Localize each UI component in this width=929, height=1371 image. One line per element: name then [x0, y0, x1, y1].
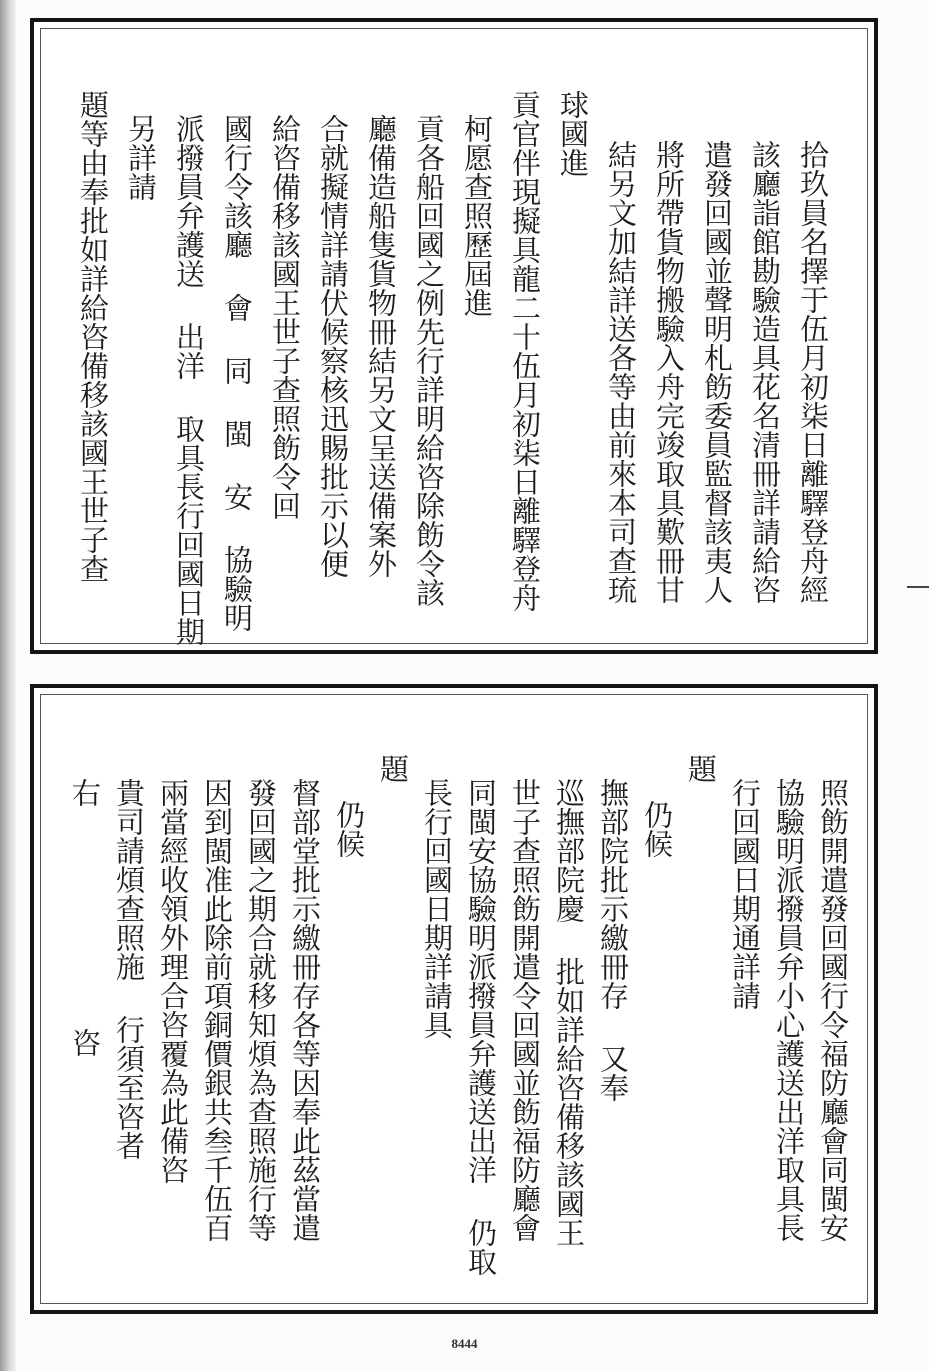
bottom-column-10: 長行回國日期詳請具 [420, 778, 454, 1039]
top-column-11: 合就擬情詳請伏候察核迅賜批示以便 [316, 114, 350, 578]
edge-mark [907, 586, 929, 588]
top-document-panel [30, 18, 878, 654]
bottom-column-13: 督部堂批示繳冊存各等因奉此茲當遣 [288, 778, 322, 1242]
top-column-7: 貢官伴現擬具龍二十伍月初柒日離驛登舟 [508, 90, 542, 612]
bottom-column-6: 撫部院批示繳冊存 又奉 [596, 778, 630, 1102]
bottom-column-16: 兩當經收領外理合咨覆為此備咨 [156, 778, 190, 1184]
bottom-column-18: 右 [68, 778, 102, 807]
bottom-column-4: 題 [684, 754, 718, 783]
bottom-column-19: 咨 [68, 1028, 102, 1057]
top-text-columns [34, 22, 874, 650]
top-column-2: 該廳詣館勘驗造具花名清冊詳請給咨 [748, 140, 782, 604]
bottom-column-9: 同閩安協驗明派撥員弁護送出洋 仍取 [464, 778, 498, 1276]
top-column-16: 題等由奉批如詳給咨備移該國王世子查 [76, 90, 110, 583]
top-column-15: 另詳請 [124, 114, 158, 201]
bottom-text-columns [34, 688, 874, 1310]
bottom-column-11: 題 [376, 754, 410, 783]
top-column-12: 給咨備移該國王世子查照飭令回 [268, 114, 302, 520]
top-column-9: 貢各船回國之例先行詳明給咨除飭令該 [412, 114, 446, 607]
bottom-column-15: 因到閩准此除前項銅價銀共叁千伍百 [200, 778, 234, 1242]
bottom-column-3: 行回國日期通詳請 [728, 778, 762, 1010]
top-column-14: 派撥員弁護送 出洋 取具長行回國日期 [172, 114, 206, 646]
bottom-column-8: 世子查照飭開遣令回國並飭福防廳會 [508, 778, 542, 1242]
top-column-8: 柯愿查照歷屆進 [460, 114, 494, 317]
top-column-3: 遣發回國並聲明札飭委員監督該夷人 [700, 140, 734, 604]
bottom-column-17: 貴司請煩查照施 行須至咨者 [112, 778, 146, 1160]
top-column-10: 廳備造船隻貨物冊結另文呈送備案外 [364, 114, 398, 578]
top-column-1: 拾玖員名擇于伍月初柒日離驛登舟經 [796, 140, 830, 604]
bottom-column-2: 協驗明派撥員弁小心護送出洋取具長 [772, 778, 806, 1242]
bottom-column-5: 仍候 [640, 800, 674, 858]
top-column-4: 將所帶貨物搬驗入舟完竣取具歎冊甘 [652, 140, 686, 604]
binding-shadow [0, 0, 16, 1371]
bottom-column-14: 發回國之期合就移知煩為查照施行等 [244, 778, 278, 1242]
bottom-document-panel [30, 684, 878, 1314]
bottom-column-7: 巡撫部院慶 批如詳給咨備移該國王 [552, 778, 586, 1247]
bottom-column-1: 照飭開遣發回國行令福防廳會同閩安 [816, 778, 850, 1242]
page-number: 8444 [451, 1336, 478, 1351]
top-column-6: 球國進 [556, 90, 590, 177]
bottom-column-12: 仍候 [332, 800, 366, 858]
top-column-13: 國行令該廳 會 同 閩 安 協驗明 [220, 114, 254, 632]
top-column-5: 結另文加結詳送各等由前來本司查琉 [604, 140, 638, 604]
